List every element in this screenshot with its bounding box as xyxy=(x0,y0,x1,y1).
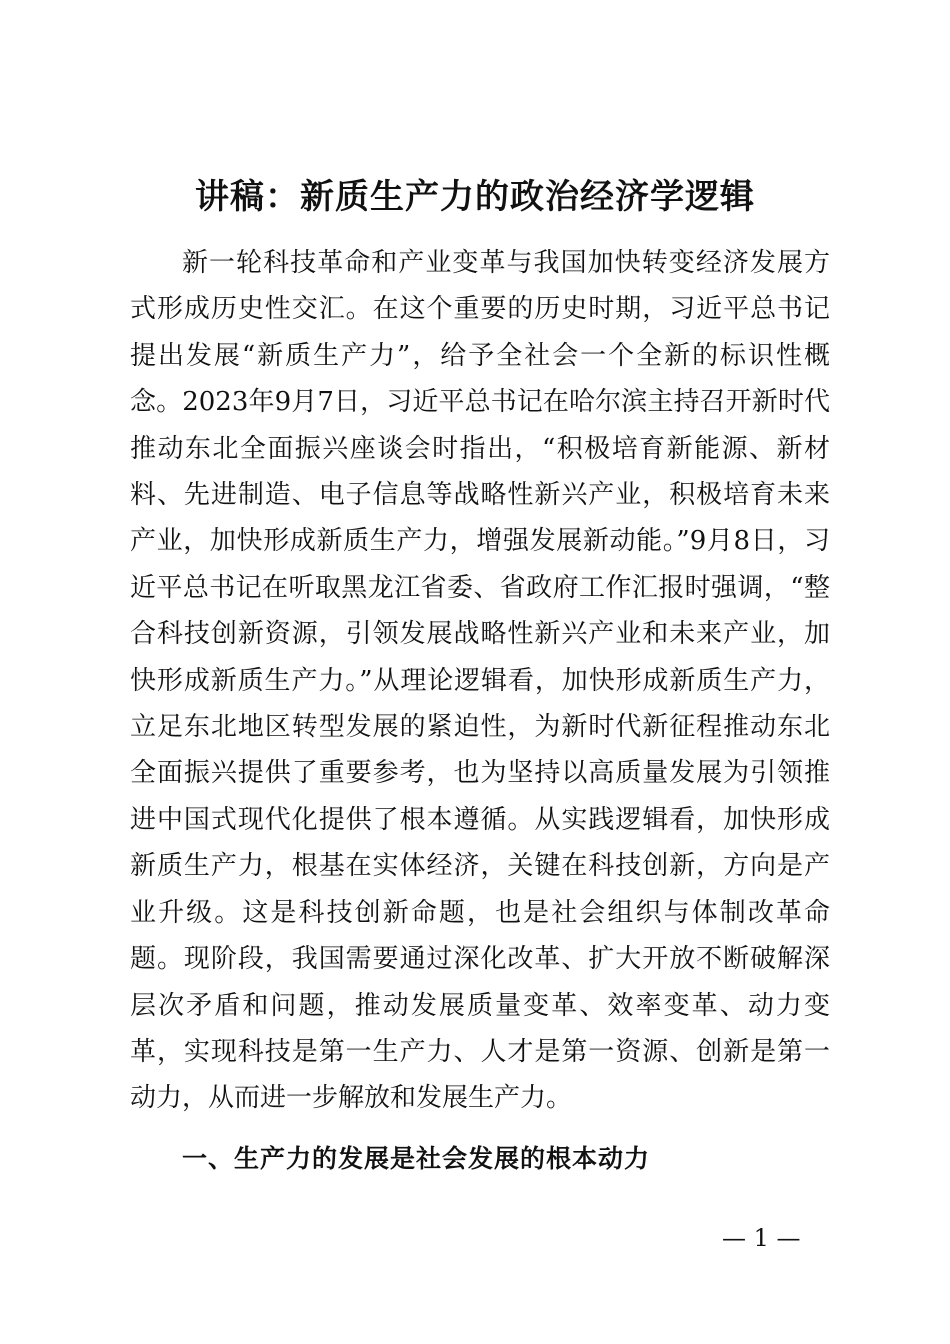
document-title: 讲稿：新质生产力的政治经济学逻辑 xyxy=(195,177,755,217)
section-heading: 一、生产力的发展是社会发展的根本动力 xyxy=(182,1144,651,1173)
page-number: — 1 — xyxy=(722,1224,801,1252)
body-paragraph: 新一轮科技革命和产业变革与我国加快转变经济发展方式形成历史性交汇。在这个重要的历史时期，习近平总书记提出发展“新质生产力”，给予全社会一个全新的标识性概念。2023年9月7日，习近平总书记在哈尔滨主持召开新时代推动东北全面振兴座谈会时指出，“积极培育新能源、新材料、先进制造、电子信息等战略性新兴产业，积极培育未来产业，加快形成新质生产力，增强发展新动能。”9月8日，习近平总书记在听取黑龙江省委、省政府工作汇报时强调，“整合科技创新资源，引领发展战略性新兴产业和未来产业，加快形成新质生产力。”从理论逻辑看，加快形成新质生产力，立足东北地区转型发展的紧迫性，为新时代新征程推动东北全面振兴提供了重要参考，也为坚持以高质量发展为引领推进中国式现代化提供了根本遵循。从实践逻辑看，加快形成新质生产力，根基在实体经济，关键在科技创新，方向是产业升级。这是科技创新命题，也是社会组织与体制改革命题。现阶段，我国需要通过深化改革、扩大开放不断破解深层次矛盾和问题，推动发展质量变革、效率变革、动力变革，实现科技是第一生产力、人才是第一资源、创新是第一动力，从而进一步解放和发展生产力。 xyxy=(130,248,830,1114)
